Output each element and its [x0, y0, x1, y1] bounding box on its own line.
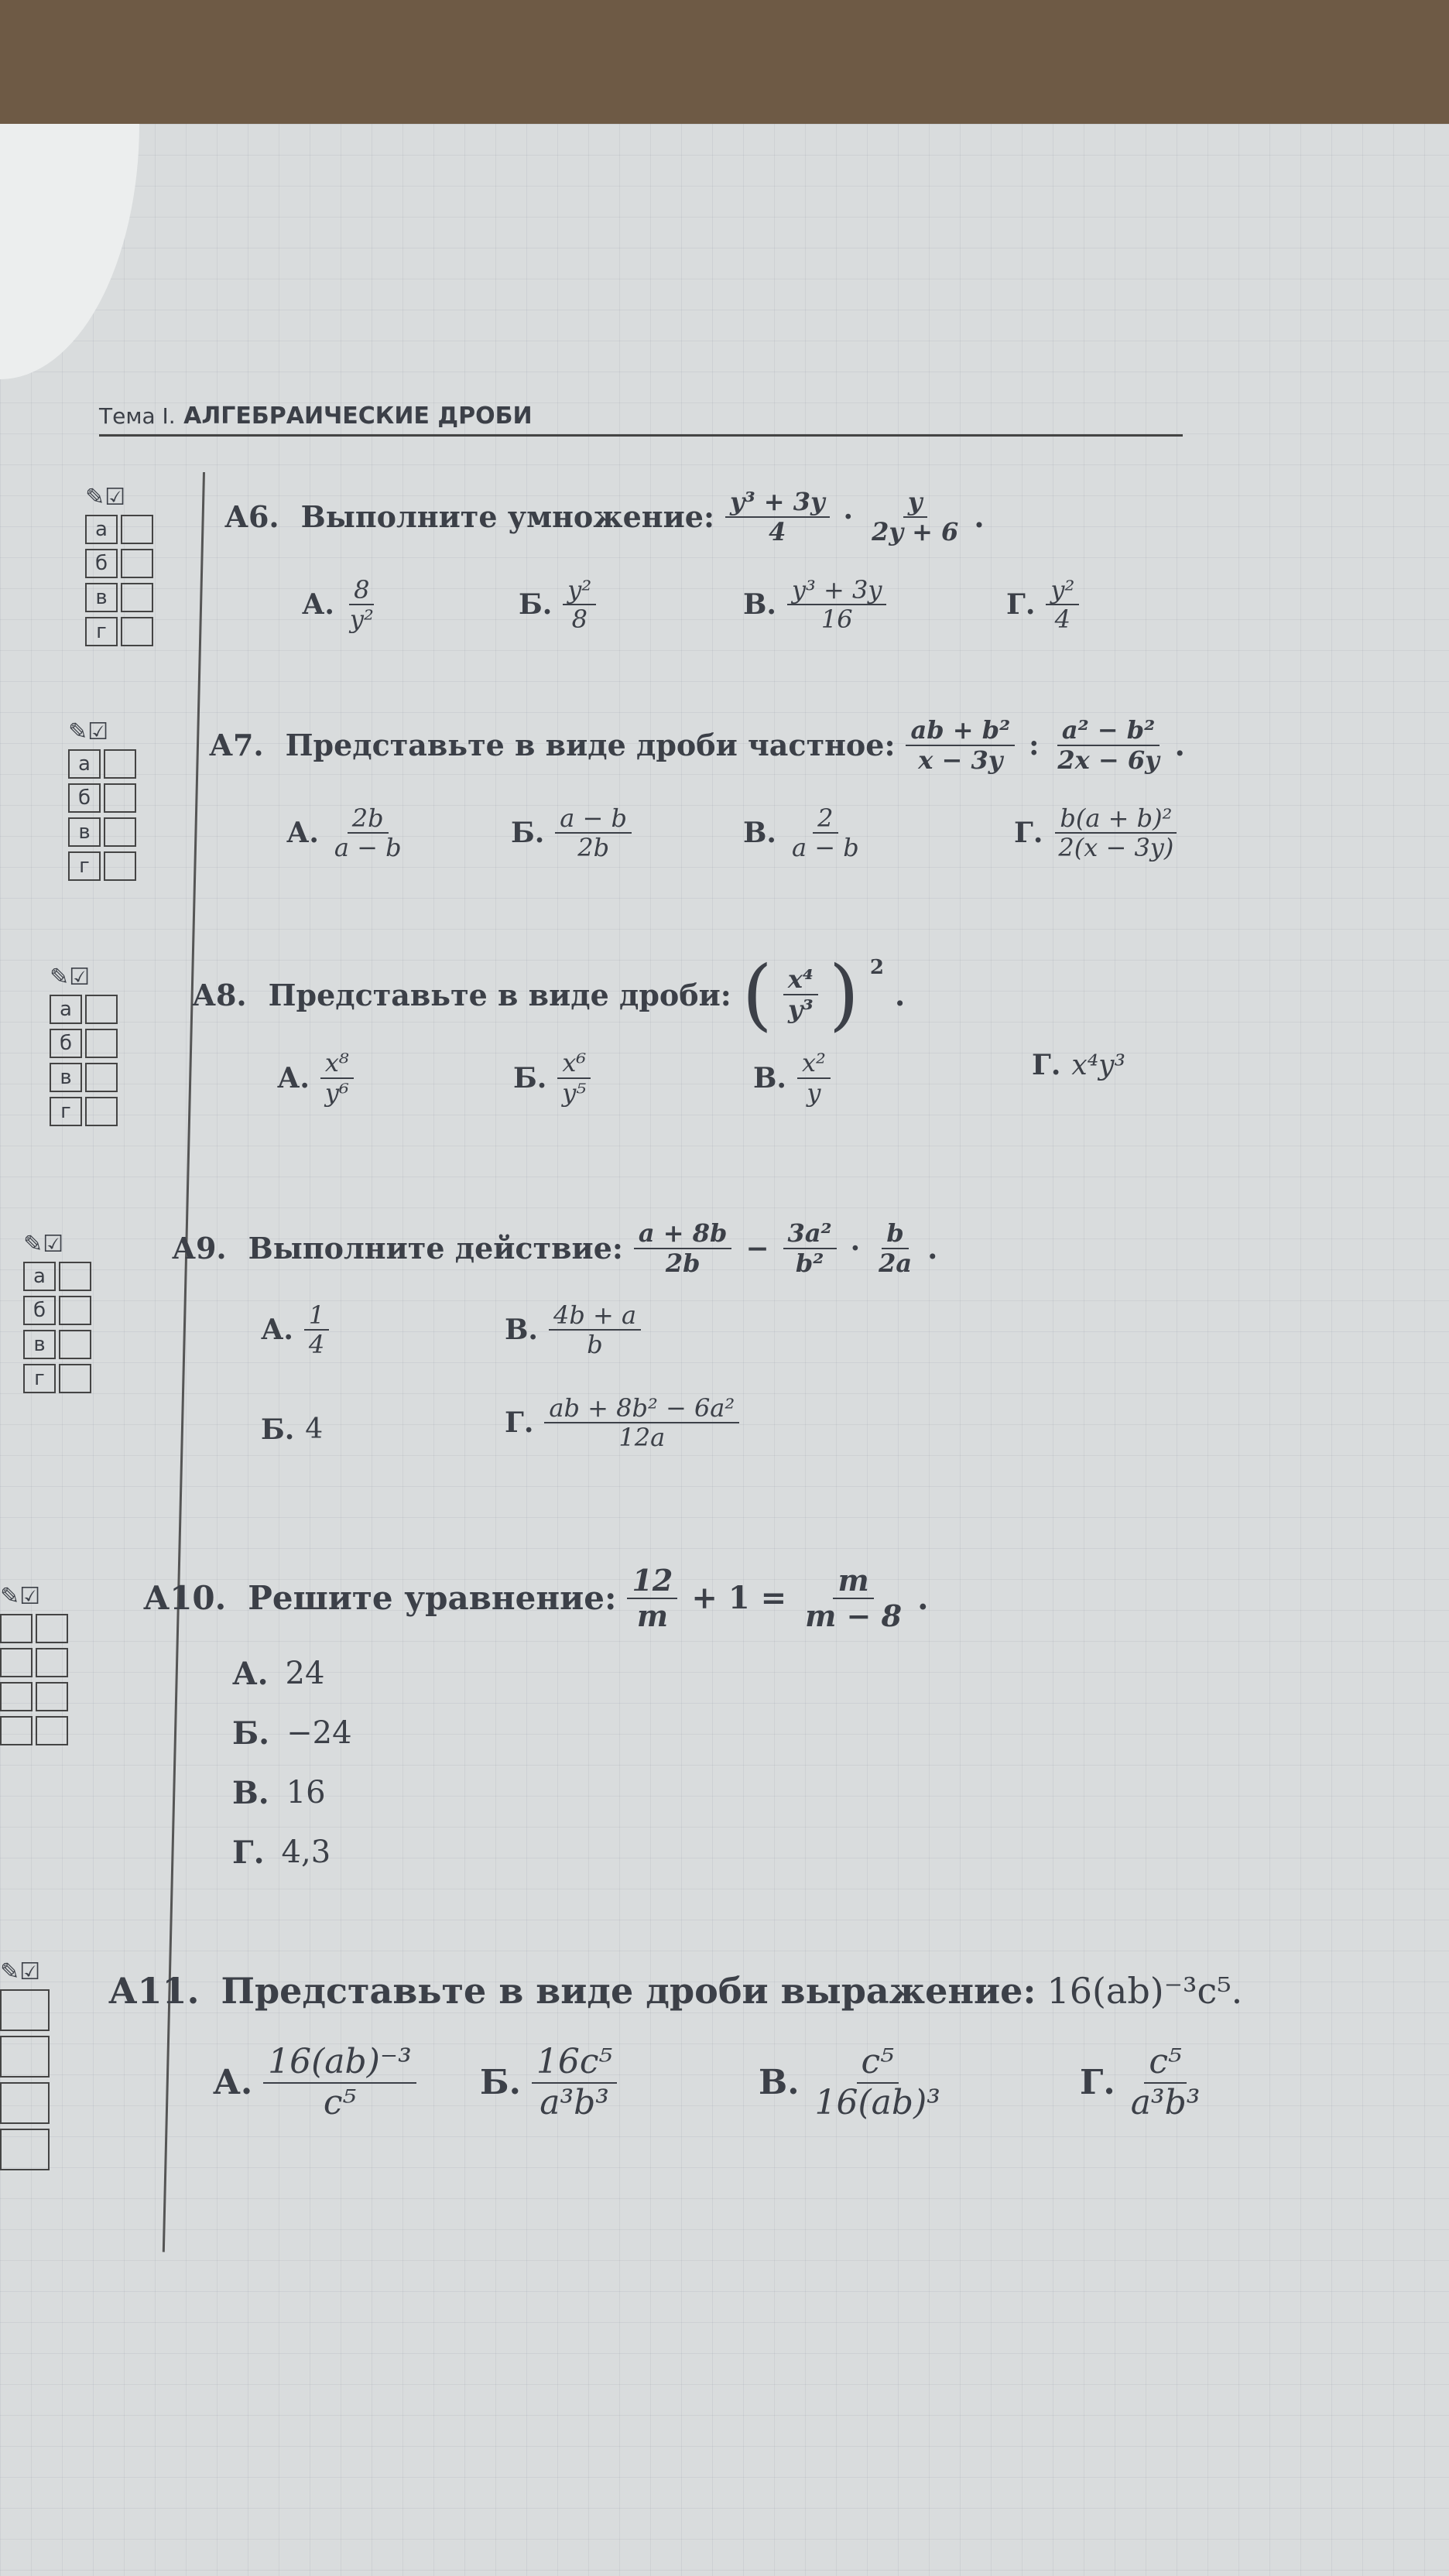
fraction	[810, 2043, 945, 2122]
question-number: А8.	[192, 977, 247, 1012]
answer-letter: г	[23, 1364, 56, 1393]
denominator: b	[587, 1330, 603, 1360]
option-b[interactable]	[480, 2043, 617, 2122]
numerator: x⁸	[320, 1049, 354, 1079]
numerator: y	[903, 488, 927, 518]
answer-checkbox[interactable]	[85, 1029, 118, 1058]
answer-box-a8[interactable]	[50, 964, 118, 1131]
answer-mark: ✎☑	[50, 964, 91, 991]
numerator: 2	[813, 804, 838, 834]
answer-box-a6[interactable]	[85, 484, 153, 651]
answer-checkbox[interactable]	[59, 1296, 91, 1325]
option-label: Б.	[511, 817, 545, 850]
fraction	[867, 488, 963, 546]
fraction	[345, 576, 379, 635]
answer-checkbox[interactable]	[104, 817, 136, 847]
numerator: a + 8b	[634, 1219, 731, 1249]
denominator: 4	[769, 516, 786, 546]
page-curl	[0, 124, 139, 379]
answer-letter: а	[85, 515, 118, 544]
denominator: c⁵	[323, 2082, 357, 2122]
fraction	[787, 804, 864, 863]
option-g[interactable]	[1032, 1049, 1125, 1081]
fraction	[1126, 2043, 1205, 2122]
option-a[interactable]	[261, 1301, 329, 1360]
question-a8	[192, 949, 1125, 1142]
question-number: А7.	[209, 728, 264, 763]
answer-checkbox[interactable]	[85, 1097, 118, 1126]
answer-letter: б	[68, 783, 101, 813]
numerator: b	[882, 1219, 908, 1249]
answer-mark: ✎☑	[0, 1583, 41, 1610]
question-text: Выполните умножение:	[300, 499, 714, 535]
option-label: А.	[286, 817, 319, 850]
option-label: А.	[261, 1314, 293, 1347]
fraction	[304, 1301, 329, 1360]
answer-checkbox[interactable]	[36, 1682, 68, 1711]
question-number: А10.	[143, 1579, 227, 1618]
denominator: a³b³	[1130, 2082, 1201, 2122]
option-label: Б.	[480, 2063, 521, 2103]
option-v[interactable]	[743, 576, 886, 635]
option-value: 4,3	[281, 1834, 331, 1871]
answer-checkbox[interactable]	[0, 1648, 33, 1677]
option-label: В.	[232, 1775, 269, 1812]
denominator: 2x − 6y	[1057, 745, 1160, 775]
period: .	[974, 499, 985, 535]
numerator: x⁴	[783, 965, 818, 995]
denominator: y	[807, 1077, 821, 1108]
operator: ·	[843, 500, 854, 533]
answer-letter: б	[85, 549, 118, 578]
denominator: 2b	[577, 833, 610, 863]
option-label: Г.	[232, 1834, 265, 1872]
option-g[interactable]	[1080, 2043, 1204, 2122]
option-value: 4	[305, 1413, 324, 1446]
numerator: b(a + b)²	[1055, 804, 1177, 834]
answer-checkbox[interactable]	[59, 1262, 91, 1291]
denominator: y⁵	[562, 1077, 587, 1108]
fraction	[800, 1564, 906, 1632]
numerator: 3a²	[783, 1219, 837, 1249]
option-label: В.	[505, 1314, 538, 1347]
answer-checkbox[interactable]	[36, 1614, 68, 1643]
option-label: А.	[213, 2063, 253, 2103]
denominator: 2b	[665, 1248, 701, 1278]
answer-letter: б	[23, 1296, 56, 1325]
fraction	[549, 1301, 641, 1360]
numerator: 16c⁵	[532, 2043, 617, 2084]
option-g[interactable]	[232, 1834, 929, 1871]
question-a10	[143, 1564, 929, 1894]
answer-letter: г	[68, 851, 101, 881]
answer-checkbox[interactable]	[104, 749, 136, 779]
numerator: ab + 8b² − 6a²	[544, 1394, 739, 1424]
answer-checkbox[interactable]	[104, 783, 136, 813]
option-label: Б.	[261, 1413, 295, 1446]
left-paren: (	[742, 949, 772, 1040]
question-text: Решите уравнение:	[248, 1579, 617, 1618]
numerator: y²	[563, 576, 596, 606]
denominator: 8	[571, 605, 587, 635]
fraction	[874, 1219, 916, 1278]
operator: −	[745, 1231, 769, 1265]
fraction	[320, 1049, 354, 1108]
denominator: y⁶	[324, 1077, 349, 1108]
answer-checkbox[interactable]	[121, 583, 153, 612]
answer-mark: ✎☑	[23, 1231, 64, 1258]
fraction	[787, 576, 887, 635]
question-text: Представьте в виде дроби:	[268, 977, 731, 1012]
fraction	[906, 716, 1015, 775]
fraction	[563, 576, 596, 635]
answer-checkbox[interactable]	[0, 2036, 50, 2078]
option-list	[232, 1656, 929, 1871]
answer-letter: а	[50, 995, 82, 1024]
answer-letter: а	[68, 749, 101, 779]
denominator: y³	[788, 995, 814, 1024]
answer-checkbox[interactable]	[0, 1614, 33, 1643]
numerator: y³ + 3y	[787, 576, 887, 606]
option-label: Г.	[1032, 1049, 1061, 1081]
option-v[interactable]	[759, 2043, 945, 2122]
period: .	[927, 1231, 938, 1266]
answer-box-a10[interactable]	[0, 1583, 68, 1750]
fraction	[1046, 576, 1079, 635]
option-label: В.	[743, 817, 776, 850]
answer-letter: б	[50, 1029, 82, 1058]
answer-checkbox[interactable]	[85, 995, 118, 1024]
denominator: a − b	[334, 833, 402, 863]
option-b[interactable]	[232, 1715, 929, 1752]
answer-letter: в	[85, 583, 118, 612]
numerator: y³ + 3y	[725, 488, 830, 518]
denominator: m − 8	[805, 1598, 903, 1633]
numerator: 12	[627, 1564, 677, 1599]
answer-checkbox[interactable]	[0, 2082, 50, 2124]
option-v[interactable]	[743, 804, 864, 863]
answer-letter: в	[23, 1330, 56, 1359]
numerator: m	[833, 1564, 873, 1599]
denominator: 12a	[618, 1423, 666, 1453]
question-text: Представьте в виде дроби частное:	[285, 728, 896, 763]
option-label: Б.	[232, 1715, 270, 1752]
option-label: В.	[743, 588, 776, 622]
denominator: 16	[820, 605, 853, 635]
option-b[interactable]	[261, 1413, 323, 1446]
operator: :	[1029, 728, 1040, 762]
answer-checkbox[interactable]	[0, 2129, 50, 2170]
numerator: 1	[304, 1301, 329, 1331]
denominator: a − b	[791, 833, 859, 863]
option-label: Г.	[505, 1406, 534, 1440]
option-label: В.	[753, 1061, 786, 1094]
denominator: 4	[308, 1330, 325, 1360]
answer-box-a11[interactable]	[0, 1958, 50, 2175]
answer-letter: в	[68, 817, 101, 847]
answer-letter: в	[50, 1063, 82, 1092]
answer-checkbox[interactable]	[36, 1648, 68, 1677]
answer-letter: а	[23, 1262, 56, 1291]
question-a7	[209, 716, 1185, 897]
denominator: 2a	[879, 1248, 913, 1278]
numerator: 16(ab)⁻³	[263, 2043, 416, 2084]
option-a[interactable]	[277, 1049, 354, 1108]
option-g[interactable]	[1006, 576, 1079, 635]
question-number: А9.	[172, 1231, 227, 1266]
option-g[interactable]	[1014, 804, 1178, 863]
question-text: Выполните действие:	[248, 1231, 623, 1266]
period: .	[895, 977, 906, 1012]
question-number: А11.	[108, 1970, 200, 2012]
option-a[interactable]	[213, 2043, 416, 2122]
numerator: 8	[349, 576, 374, 606]
denominator: 4	[1054, 605, 1071, 635]
answer-checkbox[interactable]	[121, 617, 153, 646]
right-paren: )	[828, 949, 859, 1040]
answer-checkbox[interactable]	[85, 1063, 118, 1092]
question-text: Представьте в виде дроби выражение:	[221, 1970, 1036, 2012]
option-label: Г.	[1080, 2063, 1115, 2103]
option-v[interactable]	[505, 1301, 641, 1360]
answer-checkbox[interactable]	[0, 1716, 33, 1745]
answer-checkbox[interactable]	[104, 851, 136, 881]
option-value: x⁴y³	[1071, 1049, 1125, 1081]
option-v[interactable]	[753, 1049, 831, 1108]
option-label: Г.	[1006, 588, 1036, 622]
denominator: m	[636, 1598, 669, 1633]
answer-checkbox[interactable]	[121, 549, 153, 578]
header-prefix: Тема I.	[99, 403, 176, 429]
target-expression: 16(ab)⁻³c⁵.	[1046, 1970, 1243, 2012]
operator: ·	[850, 1231, 861, 1265]
numerator: x²	[797, 1049, 831, 1079]
option-b[interactable]	[519, 576, 596, 635]
question-number: А6.	[224, 499, 279, 535]
equation-middle: + 1 =	[691, 1580, 787, 1617]
option-label: А.	[302, 588, 334, 622]
page-header	[99, 402, 1183, 437]
fraction	[1053, 716, 1163, 775]
answer-box-a9[interactable]	[23, 1231, 91, 1398]
numerator: a − b	[555, 804, 632, 834]
fraction	[330, 804, 406, 863]
fraction	[1053, 804, 1178, 863]
option-g[interactable]	[505, 1394, 739, 1453]
answer-letter: г	[85, 617, 118, 646]
fraction	[532, 2043, 617, 2122]
numerator: 2b	[348, 804, 389, 834]
numerator: a² − b²	[1057, 716, 1160, 746]
answer-mark: ✎☑	[68, 718, 109, 745]
fraction	[263, 2043, 416, 2122]
denominator: b²	[795, 1248, 824, 1278]
fraction	[725, 488, 830, 546]
period: .	[1174, 728, 1185, 763]
period: .	[917, 1579, 929, 1618]
fraction	[557, 1049, 591, 1108]
option-label: А.	[232, 1656, 269, 1693]
option-value: −24	[286, 1715, 352, 1752]
answer-checkbox[interactable]	[36, 1716, 68, 1745]
fraction	[544, 1394, 739, 1453]
denominator: 2y + 6	[872, 516, 959, 546]
option-label: Б.	[513, 1061, 547, 1094]
option-label: Г.	[1014, 817, 1043, 850]
fraction	[797, 1049, 831, 1108]
option-b[interactable]	[511, 804, 632, 863]
fraction	[783, 965, 818, 1024]
denominator: x − 3y	[918, 745, 1003, 775]
answer-checkbox[interactable]	[59, 1330, 91, 1359]
option-v[interactable]	[232, 1775, 929, 1811]
question-a6	[224, 487, 1075, 669]
option-a[interactable]	[286, 804, 406, 863]
denominator: a³b³	[540, 2082, 609, 2122]
fraction	[555, 804, 632, 863]
answer-checkbox[interactable]	[121, 515, 153, 544]
option-a[interactable]	[232, 1656, 929, 1692]
fraction	[627, 1564, 677, 1632]
numerator: ab + b²	[906, 716, 1015, 746]
numerator: c⁵	[1144, 2043, 1186, 2084]
option-value: 16	[286, 1775, 326, 1811]
option-b[interactable]	[513, 1049, 591, 1108]
answer-mark: ✎☑	[85, 484, 126, 511]
fraction	[634, 1219, 731, 1278]
numerator: 4b + a	[549, 1301, 641, 1331]
answer-checkbox[interactable]	[0, 1682, 33, 1711]
question-a9	[172, 1219, 937, 1487]
option-label: А.	[277, 1061, 310, 1094]
denominator: 16(ab)³	[814, 2082, 940, 2122]
header-title: АЛГЕБРАИЧЕСКИЕ ДРОБИ	[183, 402, 533, 430]
numerator: x⁶	[557, 1049, 591, 1079]
question-a11	[108, 1970, 1242, 2167]
numerator: y²	[1046, 576, 1079, 606]
option-label: Б.	[519, 588, 553, 622]
option-a[interactable]	[302, 576, 379, 635]
option-label: В.	[759, 2063, 800, 2103]
answer-box-a7[interactable]	[68, 718, 136, 886]
answer-mark: ✎☑	[0, 1958, 41, 1985]
answer-checkbox[interactable]	[59, 1364, 91, 1393]
denominator: 2(x − 3y)	[1058, 833, 1174, 863]
exponent: 2	[869, 956, 885, 979]
option-value: 24	[285, 1656, 325, 1692]
answer-letter: г	[50, 1097, 82, 1126]
fraction	[783, 1219, 837, 1278]
answer-checkbox[interactable]	[0, 1989, 50, 2031]
denominator: y²	[349, 605, 374, 635]
numerator: c⁵	[857, 2043, 899, 2084]
